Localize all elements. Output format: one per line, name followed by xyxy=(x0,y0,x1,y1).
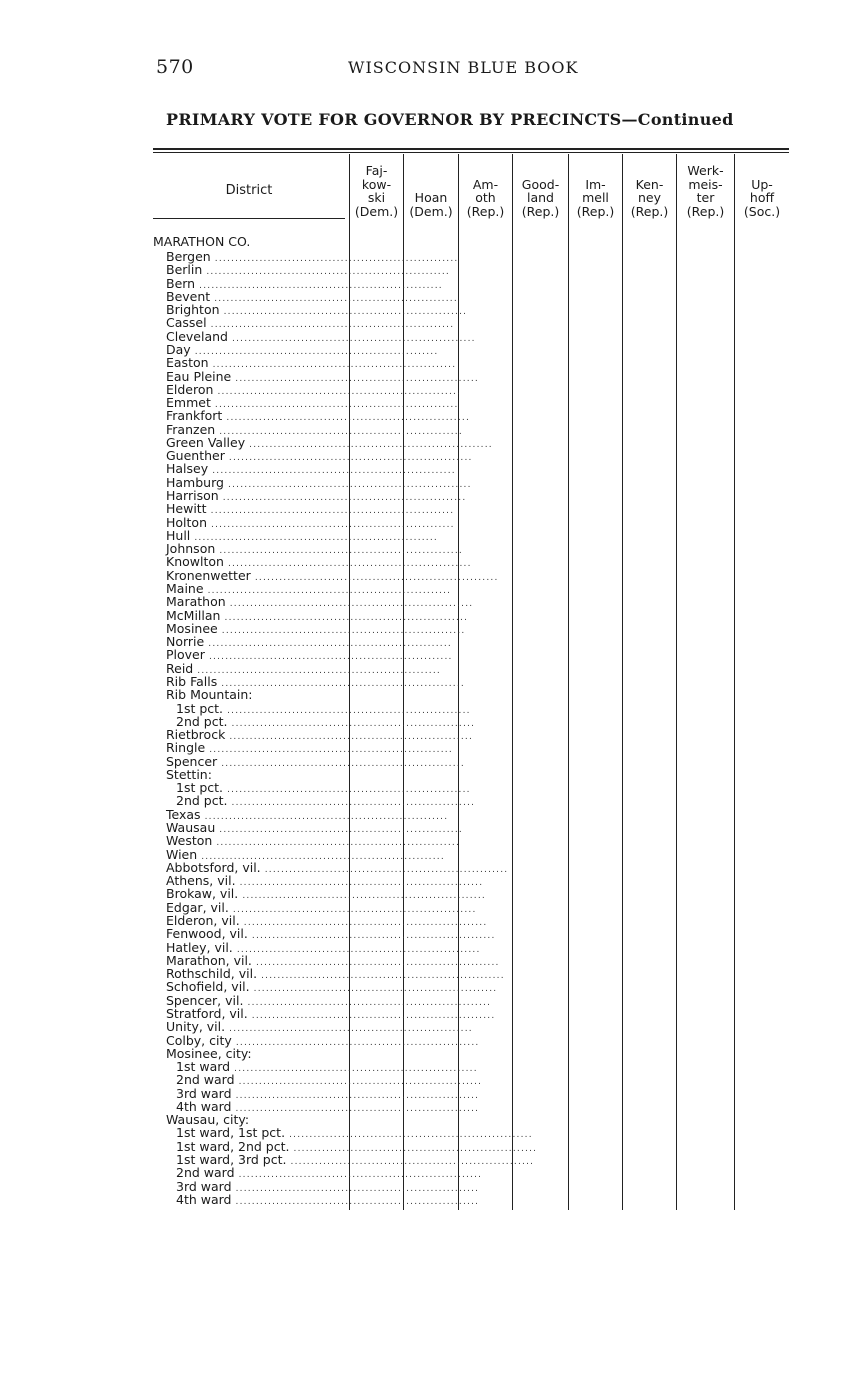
leader-dots: ............................................................ xyxy=(225,732,474,743)
column-rule-immell xyxy=(568,154,569,1210)
leader-dots: ............................................................ xyxy=(231,1090,480,1101)
leader-dots: ............................................................ xyxy=(230,1064,478,1075)
district-name-text: Brokaw, vil. xyxy=(166,886,239,902)
district-name-text: 3rd ward xyxy=(176,1085,232,1101)
column-header-line: Im- xyxy=(585,176,606,192)
leader-dots: ............................................................ xyxy=(207,519,455,530)
column-header-line: hoff xyxy=(749,190,775,205)
leader-dots: ............................................................ xyxy=(285,1130,533,1141)
leader-dots: ............................................................ xyxy=(223,479,472,490)
leader-dots: ............................................................ xyxy=(220,612,469,623)
column-header-line: Ken- xyxy=(635,176,664,192)
leader-dots: ............................................................ xyxy=(231,1037,480,1048)
district-name-text: Hull xyxy=(166,527,191,543)
district-name-text: Bevent xyxy=(166,288,211,304)
district-name-text: Frankfort xyxy=(166,408,223,424)
leader-dots: ............................................................ xyxy=(231,1103,480,1114)
leader-dots: ............................................................ xyxy=(215,426,463,437)
table-title: PRIMARY VOTE FOR GOVERNOR BY PRECINCTS—Continued xyxy=(166,110,734,129)
district-name-text: Johnson xyxy=(166,541,216,557)
column-header-line: (Rep.) xyxy=(521,203,560,219)
district-name-text: Green Valley xyxy=(166,434,246,450)
county-heading: MARATHON CO. xyxy=(153,234,251,249)
district-name-text: Marathon xyxy=(166,594,226,610)
district-name-text: Wausau xyxy=(166,820,216,836)
leader-dots: ............................................................ xyxy=(243,997,492,1008)
leader-dots: ............................................................ xyxy=(289,1143,538,1154)
leader-dots: ............................................................ xyxy=(208,360,457,371)
district-name-text: 2nd ward xyxy=(176,1165,235,1181)
leader-dots: ............................................................ xyxy=(234,1077,483,1088)
leader-dots: ............................................................ xyxy=(217,625,466,636)
district-name-text: Spencer, vil. xyxy=(166,992,244,1008)
column-header-werkmeister xyxy=(676,156,735,218)
leader-dots: ............................................................ xyxy=(231,1183,480,1194)
column-rule-uphoff xyxy=(734,154,735,1210)
district-name-text: Hewitt xyxy=(166,501,207,517)
leader-dots: ............................................................ xyxy=(245,439,493,450)
leader-dots: ............................................................ xyxy=(193,665,441,676)
district-name-text: Franzen xyxy=(166,421,216,437)
district-name-text: Hatley, vil. xyxy=(166,939,233,955)
leader-dots: ............................................................ xyxy=(286,1157,535,1168)
district-name-text: Emmet xyxy=(166,395,211,411)
column-header-line: ter xyxy=(696,190,715,205)
district-name-text: Wausau, city: xyxy=(166,1112,250,1128)
district-name-text: Unity, vil. xyxy=(166,1019,226,1035)
district-name xyxy=(176,1191,480,1209)
column-header-line: (Rep.) xyxy=(466,203,505,219)
leader-dots: ............................................................ xyxy=(251,957,500,968)
district-name-text: 4th ward xyxy=(176,1191,232,1207)
column-header-line: (Dem.) xyxy=(409,203,453,219)
district-name-text: 2nd ward xyxy=(176,1072,235,1088)
leader-dots: ............................................................ xyxy=(232,944,481,955)
top-rule-thin xyxy=(153,152,789,153)
column-header-kenney xyxy=(622,156,677,218)
leader-dots: ............................................................ xyxy=(218,493,467,504)
district-name-text: Spencer xyxy=(166,753,218,769)
district-name-text: Kronenwetter xyxy=(166,567,251,583)
leader-dots: ............................................................ xyxy=(215,546,463,557)
leader-dots: ............................................................ xyxy=(227,718,476,729)
running-head: WISCONSIN BLUE BOOK xyxy=(348,58,579,77)
column-header-line: Good- xyxy=(521,176,560,192)
district-header: District xyxy=(225,183,273,198)
column-header-amoth xyxy=(458,156,513,218)
district-name-text: Berlin xyxy=(166,262,203,278)
district-name-text: Elderon, vil. xyxy=(166,913,240,928)
leader-dots: ............................................................ xyxy=(217,758,465,769)
district-name-text: Holton xyxy=(166,514,207,530)
leader-dots: ............................................................ xyxy=(235,878,484,889)
leader-dots: ............................................................ xyxy=(223,559,472,570)
leader-dots: ............................................................ xyxy=(219,307,468,318)
column-header-line: (Rep.) xyxy=(576,203,615,219)
column-header-uphoff xyxy=(734,156,790,218)
leader-dots: ............................................................ xyxy=(234,1170,483,1181)
district-name-text: Elderon xyxy=(166,381,214,397)
leader-dots: ............................................................ xyxy=(204,652,453,663)
leader-dots: ............................................................ xyxy=(247,931,496,942)
leader-dots: ............................................................ xyxy=(212,838,461,849)
district-name-text: Halsey xyxy=(166,461,209,477)
district-name-text: Colby, city xyxy=(166,1032,232,1048)
leader-dots: ............................................................ xyxy=(231,373,479,384)
district-name-text: Maine xyxy=(166,581,204,596)
column-header-line: ney xyxy=(637,190,661,205)
leader-dots: ............................................................ xyxy=(206,320,455,331)
district-name-text: Schofield, vil. xyxy=(166,979,250,995)
column-header-line: Am- xyxy=(472,176,499,192)
leader-dots: ............................................................ xyxy=(227,798,476,809)
district-name-text: 1st ward, 1st pct. xyxy=(176,1125,286,1141)
column-rule-werkmeister xyxy=(676,154,677,1210)
leader-dots: ............................................................ xyxy=(249,984,498,995)
district-name-text: Mosinee, city: xyxy=(166,1045,252,1061)
district-header-rule xyxy=(153,218,345,219)
district-name-text: 2nd pct. xyxy=(176,713,228,729)
column-header-line: ski xyxy=(367,190,386,205)
district-name-text: 2nd pct. xyxy=(176,793,228,809)
leader-dots: ............................................................ xyxy=(203,586,452,596)
leader-dots: ............................................................ xyxy=(231,1196,480,1207)
leader-dots: ............................................................ xyxy=(227,333,476,344)
column-header-line: kow- xyxy=(361,176,392,192)
district-name-text: Mosinee xyxy=(166,620,218,636)
district-name-text: Weston xyxy=(166,833,213,849)
column-header-line: (Rep.) xyxy=(630,203,669,219)
leader-dots: ............................................................ xyxy=(239,918,488,928)
district-name-text: Brighton xyxy=(166,302,220,318)
district-name-text: Ringle xyxy=(166,740,206,756)
leader-dots: ............................................................ xyxy=(210,293,458,304)
district-name-text: 1st pct. xyxy=(176,780,224,796)
district-name-text: Hamburg xyxy=(166,474,224,490)
district-name-text: Wien xyxy=(166,846,198,862)
leader-dots: ............................................................ xyxy=(210,254,459,264)
district-name-text: Rothschild, vil. xyxy=(166,966,258,982)
column-header-line: Hoan xyxy=(414,190,448,205)
district-name-text: 4th ward xyxy=(176,1098,232,1114)
column-header-line: meis- xyxy=(688,176,723,192)
district-name-text: Day xyxy=(166,341,191,357)
leader-dots: ............................................................ xyxy=(200,811,449,822)
leader-dots: ............................................................ xyxy=(247,1010,496,1021)
district-name-text: Abbotsford, vil. xyxy=(166,859,261,875)
district-name-text: Bern xyxy=(166,275,196,291)
district-name-text: Texas xyxy=(166,806,201,822)
district-name-text: Guenther xyxy=(166,448,225,464)
leader-dots: ............................................................ xyxy=(260,864,509,875)
district-name-text: Rietbrock xyxy=(166,727,226,743)
district-name-text: 1st ward, 3rd pct. xyxy=(176,1152,287,1168)
column-header-immell xyxy=(568,156,623,218)
leader-dots: ............................................................ xyxy=(225,1024,473,1035)
column-header-hoan xyxy=(403,156,459,218)
column-header-line: (Soc.) xyxy=(743,203,781,219)
leader-dots: ............................................................ xyxy=(190,532,438,543)
column-header-line: Faj- xyxy=(365,163,388,178)
leader-dots: ............................................................ xyxy=(210,400,459,411)
district-name-text: 1st ward, 2nd pct. xyxy=(176,1138,290,1154)
column-header-line: mell xyxy=(582,190,609,205)
district-name-text: Knowlton xyxy=(166,554,224,570)
column-header-line: Up- xyxy=(751,176,773,192)
leader-dots: ............................................................ xyxy=(238,891,486,902)
leader-dots: ............................................................ xyxy=(202,267,450,278)
district-name-text: Cassel xyxy=(166,315,207,331)
district-name-text: Cleveland xyxy=(166,328,228,344)
district-name-text: Norrie xyxy=(166,634,205,650)
district-name-text: Easton xyxy=(166,355,209,371)
district-name-text: Athens, vil. xyxy=(166,873,236,889)
district-name-text: Stettin: xyxy=(166,766,212,782)
district-name-text: Fenwood, vil. xyxy=(166,926,248,942)
leader-dots: ............................................................ xyxy=(222,413,471,424)
column-header-line: land xyxy=(527,190,554,205)
leader-dots: ............................................................ xyxy=(223,785,471,796)
district-name-text: Harrison xyxy=(166,488,219,504)
district-name-text: Bergen xyxy=(166,249,211,264)
column-header-line: oth xyxy=(475,190,496,205)
leader-dots: ............................................................ xyxy=(224,453,473,464)
district-name-text: Stratford, vil. xyxy=(166,1005,248,1021)
district-name-text: 1st pct. xyxy=(176,700,224,716)
leader-dots: ............................................................ xyxy=(190,346,439,357)
leader-dots: ............................................................ xyxy=(208,466,456,477)
top-rule xyxy=(153,148,789,150)
district-name-text: Rib Falls xyxy=(166,673,218,689)
column-rule-goodland xyxy=(512,154,513,1210)
district-name-text: Reid xyxy=(166,660,194,676)
leader-dots: ............................................................ xyxy=(217,678,465,689)
leader-dots: ............................................................ xyxy=(257,971,505,982)
leader-dots: ............................................................ xyxy=(225,599,474,610)
district-name-text: Plover xyxy=(166,647,205,663)
leader-dots: ............................................................ xyxy=(197,851,445,862)
leader-dots: ............................................................ xyxy=(228,904,477,915)
leader-dots: ............................................................ xyxy=(215,825,463,836)
district-name-text: McMillan xyxy=(166,607,221,623)
page-number: 570 xyxy=(156,56,194,78)
column-header-line: (Dem.) xyxy=(354,203,399,219)
district-name-text: Eau Pleine xyxy=(166,368,232,384)
leader-dots: ............................................................ xyxy=(205,745,453,756)
leader-dots: ............................................................ xyxy=(206,506,455,517)
leader-dots: ............................................................ xyxy=(204,639,452,650)
district-name-text: 3rd ward xyxy=(176,1178,232,1194)
column-header-line: Werk- xyxy=(687,163,724,178)
district-name-text: Rib Mountain: xyxy=(166,687,253,703)
leader-dots: ............................................................ xyxy=(250,572,499,583)
column-header-goodland xyxy=(512,156,569,218)
column-header-line: (Rep.) xyxy=(686,203,725,219)
leader-dots: ............................................................ xyxy=(195,280,443,291)
leader-dots: ............................................................ xyxy=(213,386,462,397)
column-header-fajkowski xyxy=(349,156,404,218)
district-name-text: Marathon, vil. xyxy=(166,952,252,968)
leader-dots: ............................................................ xyxy=(223,705,471,716)
district-name-text: Edgar, vil. xyxy=(166,899,229,915)
column-rule-kenney xyxy=(622,154,623,1210)
district-name-text: 1st ward xyxy=(176,1059,231,1075)
